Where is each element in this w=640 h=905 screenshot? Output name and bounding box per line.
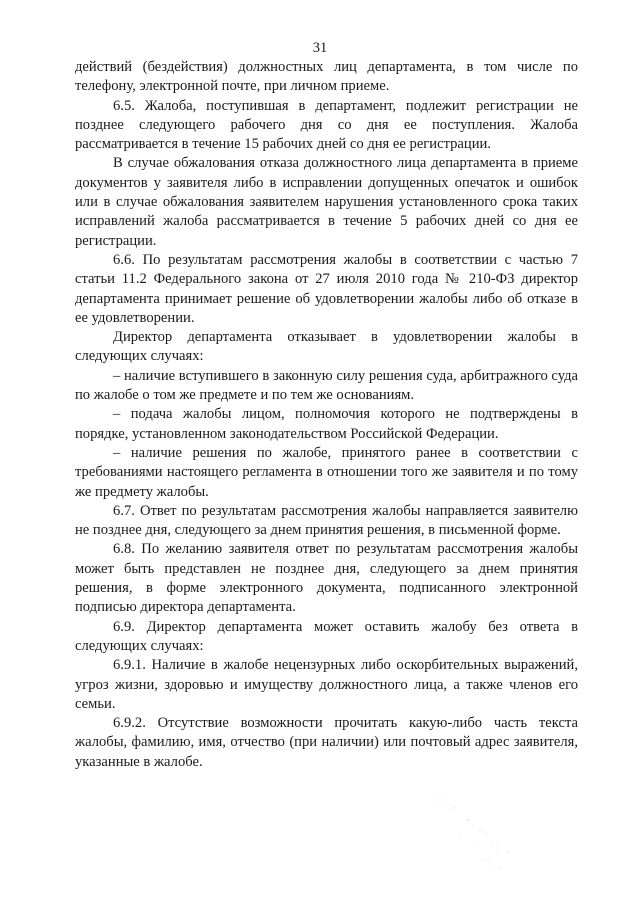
paragraph-6-9: 6.9. Директор департамента может оставить жалобу без ответа в следующих случаях: [75,618,578,654]
list-item-court-decision: – наличие вступившего в законную силу решения суда, арбитражного суда по жалобе о том же предмете и по тем же основаниям. [75,367,578,404]
paragraph-refusal-cases: Директор департамента отказывает в удовлетворении жалобы в следующих случаях: [75,329,578,365]
paragraph-6-6: 6.6. По результатам рассмотрения жалобы в соответствии с частью 7 статьи 11.2 Федерального закона от 27 июля 2010 года № 210-ФЗ директор департамента принимает решение об удовлетворении жалобы либо об отказе в ее удовлетворении. [75,251,578,326]
paragraph-refusal-appeal: В случае обжалования отказа должностного лица департамента в приеме документов у заявителя либо в исправлении допущенных опечаток и ошибок или в случае обжалования заявителем нарушения установленного срока таких исправлений жалоба рассматривается в течение 5 рабочих дней со дня ее регистрации. [75,155,578,249]
list-item-unconfirmed-authority: – подача жалобы лицом, полномочия которого не подтверждены в порядке, установленном законодательством Российской Федерации. [75,406,578,442]
paragraph-6-5: 6.5. Жалоба, поступившая в департамент, подлежит регистрации не позднее следующего рабочего дня со дня ее поступления. Жалоба рассматривается в течение 15 рабочих дней со дня ее регистрации. [75,97,578,153]
paragraph-6-8: 6.8. По желанию заявителя ответ по результатам рассмотрения жалобы может быть представлен не позднее дня, следующего за днем принятия решения, в форме электронного документа, подписанного электронной подписью директора департамента. [75,541,578,616]
paragraph-6-9-2: 6.9.2. Отсутствие возможности прочитать какую-либо часть текста жалобы, фамилию, имя, отчество (при наличии) или почтовый адрес заявителя, указанные в жалобе. [75,715,578,770]
paragraph-6-7: 6.7. Ответ по результатам рассмотрения жалобы направляется заявителю не позднее дня, следующего за днем принятия решения, в письменной форме. [75,502,578,539]
paragraph-6-9-1: 6.9.1. Наличие в жалобе нецензурных либо оскорбительных выражений, угроз жизни, здоровью и имуществу должностного лица, а также членов его семьи. [75,657,578,712]
paragraph-continuation: действий (бездействия) должностных лиц департамента, в том числе по телефону, электронной почте, при личном приеме. [75,59,578,95]
page-number: 31 [312,40,328,56]
document-body [75,58,578,772]
list-item-prior-decision: – наличие решения по жалобе, принятого ранее в соответствии с требованиями настоящего регламента в отношении того же заявителя и по тому же предмету жалобы. [75,444,578,500]
faint-stamp-mark [420,790,530,890]
